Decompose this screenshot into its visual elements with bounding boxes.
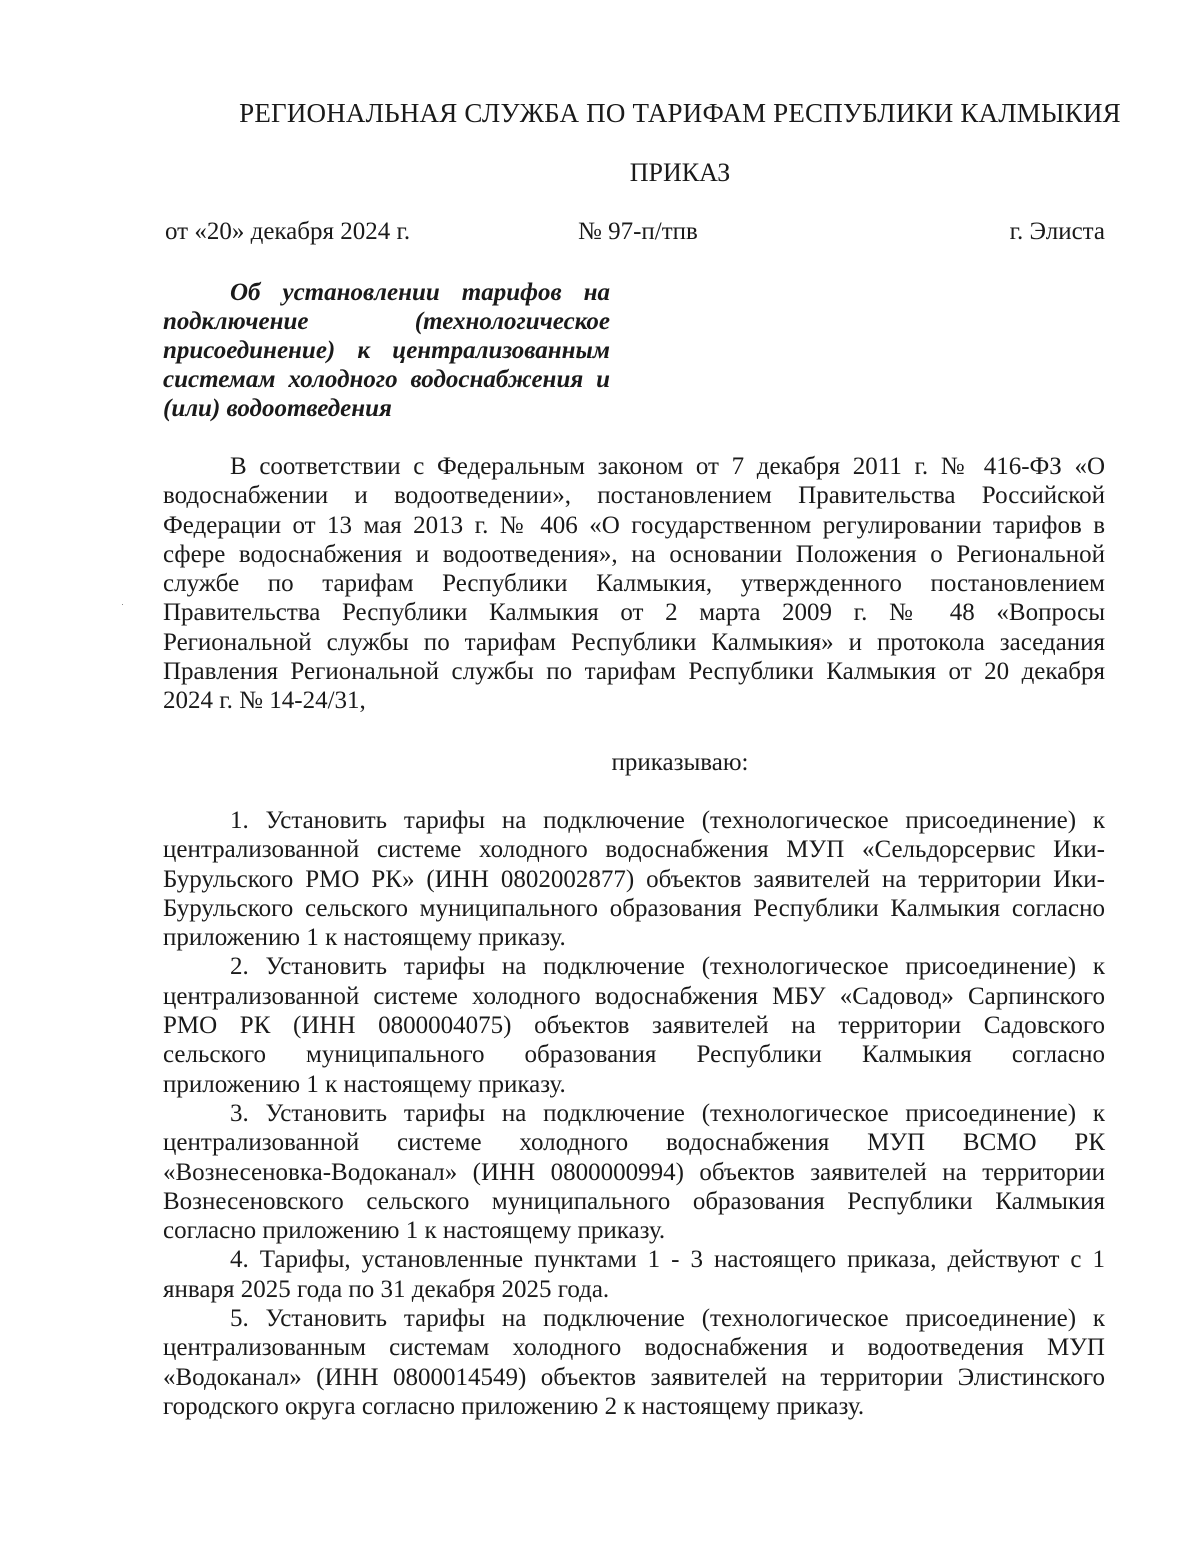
preamble-line: Правительства Республики Калмыкия от 2 марта 2009 г. № 48 «Вопросы <box>163 599 1105 627</box>
preamble-line: Правления Региональной службы по тарифам Республики Калмыкия от 20 декабря <box>163 658 1105 686</box>
item-line: 1. Установить тарифы на подключение (технологическое присоединение) к <box>230 807 1105 834</box>
item-line: приложению 1 к настоящему приказу. <box>163 924 566 952</box>
preamble-paragraph <box>163 452 1105 716</box>
preamble-line: службе по тарифам Республики Калмыкия, утвержденного постановлением <box>163 570 1105 598</box>
organization-title: РЕГИОНАЛЬНАЯ СЛУЖБА ПО ТАРИФАМ РЕСПУБЛИКИ КАЛМЫКИЯ <box>239 98 1121 128</box>
order-item-5 <box>163 1304 1105 1421</box>
document-type-title: ПРИКАЗ <box>629 158 731 187</box>
order-item-1 <box>163 806 1105 952</box>
item-line: 5. Установить тарифы на подключение (технологическое присоединение) к <box>230 1305 1105 1333</box>
order-items <box>163 806 1105 1421</box>
document-meta-row <box>160 218 1105 250</box>
item-line: Вознесеновского сельского муниципального образования Республики Калмыкия <box>163 1187 1105 1215</box>
document-city: г. Элиста <box>1009 218 1105 245</box>
item-line: приложению 1 к настоящему приказу. <box>163 1070 566 1098</box>
document-date: от «20» декабря 2024 г. <box>165 218 411 245</box>
order-item-3 <box>163 1099 1105 1245</box>
item-line: согласно приложению 1 к настоящему приказу. <box>163 1217 666 1245</box>
preamble-line: сфере водоснабжения и водоотведения», на основании Положения о Региональной <box>163 540 1105 568</box>
item-line: сельского муниципального образования Республики Калмыкия согласно <box>163 1041 1105 1069</box>
subject-line: Об установлении тарифов на <box>230 279 610 306</box>
preamble-line: 2024 г. № 14-24/31, <box>163 687 366 715</box>
preamble-line: Региональной службы по тарифам Республики Калмыкия» и протокола заседания <box>163 628 1105 656</box>
item-line: «Водоканал» (ИНН 0800014549) объектов заявителей на территории Элистинского <box>163 1363 1105 1391</box>
item-line: централизованной системе холодного водоснабжения МУП «Сельдорсервис Ики- <box>163 836 1105 864</box>
item-line: централизованным системам холодного водоснабжения и водоотведения МУП <box>163 1334 1105 1362</box>
item-line: «Вознесеновка-Водоканал» (ИНН 0800000994) объектов заявителей на территории <box>163 1158 1105 1186</box>
item-line: 2. Установить тарифы на подключение (технологическое присоединение) к <box>230 953 1105 981</box>
order-item-2 <box>163 952 1105 1098</box>
document-subject <box>163 278 610 423</box>
preamble-line: Федерации от 13 мая 2013 г. № 406 «О государственном регулировании тарифов в <box>163 511 1105 539</box>
subject-line: системам холодного водоснабжения и <box>163 366 610 393</box>
preamble-line: водоснабжении и водоотведении», постановлением Правительства Российской <box>163 482 1105 510</box>
order-item-4 <box>163 1245 1105 1304</box>
item-line: 4. Тарифы, установленные пунктами 1 - 3 настоящего приказа, действуют с 1 <box>230 1246 1105 1274</box>
item-line: городского округа согласно приложению 2 к настоящему приказу. <box>163 1392 865 1420</box>
item-line: централизованной системе холодного водоснабжения МБУ «Садовод» Сарпинского <box>163 982 1105 1010</box>
item-line: централизованной системе холодного водоснабжения МУП ВСМО РК <box>163 1129 1105 1157</box>
document-number: № 97-п/тпв <box>578 218 698 245</box>
item-line: Бурульского сельского муниципального образования Республики Калмыкия согласно <box>163 894 1105 922</box>
subject-line: присоединение) к централизованным <box>163 337 610 364</box>
item-line: Бурульского РМО РК» (ИНН 0802002877) объектов заявителей на территории Ики- <box>163 865 1105 893</box>
preamble-line: В соответствии с Федеральным законом от 7 декабря 2011 г. № 416-ФЗ «О <box>230 453 1105 480</box>
item-line: 3. Установить тарифы на подключение (технологическое присоединение) к <box>230 1099 1105 1127</box>
order-word: приказываю: <box>611 749 749 776</box>
scan-speck <box>122 604 123 605</box>
subject-line: (или) водоотведения <box>163 395 392 422</box>
item-line: РМО РК (ИНН 0800004075) объектов заявителей на территории Садовского <box>163 1012 1105 1040</box>
subject-line: подключение (технологическое <box>163 308 610 335</box>
item-line: января 2025 года по 31 декабря 2025 года. <box>163 1275 610 1303</box>
